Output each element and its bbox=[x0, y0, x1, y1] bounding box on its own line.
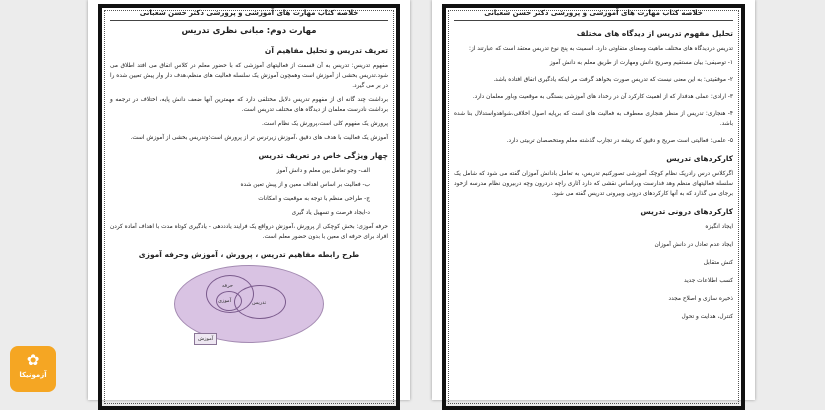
section-heading: چهار ویژگی خاص در تعریف تدریس bbox=[258, 151, 388, 160]
list-item: ج- طراحی منظم با توجه به موقعیت و امکانات bbox=[258, 196, 370, 202]
list-item: کنش متقابل bbox=[703, 260, 733, 266]
section-heading: کارکردهای تدریس bbox=[666, 154, 733, 163]
page-content bbox=[454, 8, 733, 400]
paragraph: حرفه آموزی: بخش کوچکی از پرورش ،آموزش درواقع یک فرایند یادددهی - یادگیری کوتاه مدت با اهداف آماده کردن افراد برای حرفه ای معین با بدون حضور معلم است. bbox=[110, 224, 388, 240]
venn-label: آموزش bbox=[194, 333, 217, 345]
venn-diagram bbox=[174, 265, 324, 343]
venn-label: تدریس bbox=[252, 300, 267, 306]
list-item: ۱- توصیفی: بیان مستقیم وصریح دانش ومهارت از طریق معلم به دانش آموز bbox=[549, 60, 733, 66]
logo-name: آزمونیکا bbox=[19, 371, 47, 379]
page-content bbox=[110, 8, 388, 400]
section-heading: طرح رابطه مفاهیم تدریس ، پرورش ، آموزش وحرفه آموزی bbox=[138, 250, 360, 259]
list-item: ب- فعالیت بر اساس اهداف معین و از پیش تعین شده bbox=[240, 182, 370, 188]
list-item: ایجاد انگیزه bbox=[705, 224, 733, 230]
venn-label: حرفه bbox=[222, 283, 233, 289]
page-header: خلاصه کتاب مهارت های آموزشی و پرورشی دکتر حسن شعبانی bbox=[110, 8, 388, 21]
list-item: الف- وجو تعامل بین معلم و دانش آموز bbox=[276, 168, 370, 174]
venn-label: آموزی bbox=[218, 298, 231, 304]
chapter-title: مهارت دوم: مبانی نظری تدریس bbox=[181, 26, 317, 36]
flower-icon: ✿ bbox=[26, 351, 40, 369]
paragraph: آموزش یک فعالیت با هدف های دقیق ،آموزش زیرترس تر از پرورش است؛وتدریس بخشی از آموزش است. bbox=[130, 135, 388, 141]
list-item: کنترل، هدایت و تحول bbox=[681, 314, 733, 320]
list-item: ۴- هنجاری: تدریس از منظر هنجاری معطوف به فعالیت های است که برپایه اصول اخلاقی،شواهدواستدلال بنا شده باشد. bbox=[454, 111, 733, 127]
section-heading: تحلیل مفهوم تدریس از دیدگاه های مختلف bbox=[576, 29, 733, 38]
paragraph: پرورش یک مفهوم کلی است،پرورش یک نظام است. bbox=[261, 121, 388, 127]
document-page-right bbox=[432, 0, 755, 400]
page-header: خلاصه کتاب مهارت های آموزشی و پرورشی دکتر حسن شعبانی bbox=[454, 8, 733, 21]
azmoonika-logo[interactable] bbox=[10, 346, 56, 392]
section-heading: کارکردهای درونی تدریس bbox=[640, 207, 733, 216]
paragraph: تدریس دردیدگاه های مختلف ماهیت ومعنای متفاوتی دارد. اسمیت به پنج نوع تدریس معتقد است که عبارتند از: bbox=[469, 46, 733, 52]
section-heading: تعریف تدریس و تحلیل مفاهیم آن bbox=[264, 46, 388, 55]
list-item: ذخیره سازی و اصلاح مجدد bbox=[668, 296, 733, 302]
paragraph: مفهوم تدریس: تدریس به آن قسمت از فعالیتهای آموزشی که با حضور معلم در کلاس اتفاق می افتد اطلاق می شود.تدریس بخشی از آموزش است وهمچون آموزش یک سلسله فعالیت های منظم،هدف دار وار پیش تعیین شده را در بر می گیرد. bbox=[110, 63, 388, 89]
paragraph: برداشت چند گانه ای از مفهوم تدریس دلایل مختلفی دارد که مهمترین آنها ضعف دانش پایه، اختلاف در ترجمه و برداشت نادرست معلمان از دیدگاه های مختلف تدریس است. bbox=[110, 97, 388, 113]
list-item: ۵- علمی: فعالیتی است صریح و دقیق که ریشه در تجارب گذشته معلم ومتخصصان تربیتی دارد. bbox=[506, 138, 733, 144]
list-item: ۳- ارادی: عملی هدفدار که از اهمیت کارکرد آن در رخداد های آموزشی بستگی به موقعیت وباور معلمان دارد. bbox=[472, 94, 733, 100]
paragraph: اگرکلاس درس رادریک نظام کوچک آموزشی تصورکنیم تدریس، به تعامل بادانش آموزان گفته می شود که شامل یک سلسله فعالیتهای منظم وهد فدارست وبراساس نقشی که دارد آثاری راچه دردرون وچه دربیرون نظام مدرسه ازخود برجای می گذارد که به آنها کارکردهای درونی وبیرونی تدریس گفته می شود. bbox=[454, 171, 733, 197]
list-item: ایجاد عدم تعادل در دانش آموزان bbox=[654, 242, 733, 248]
list-item: د-ایجاد فرصت و تسهیل یاد گیری bbox=[291, 210, 370, 216]
list-item: کسب اطلاعات جدید bbox=[684, 278, 733, 284]
list-item: ۲- موفقیتی: به این معنی نیست که تدریس صورت بخواهد گرفت مر اینکه یادگیری اتفاق افتاده باشد. bbox=[493, 77, 733, 83]
document-page-left bbox=[88, 0, 410, 400]
